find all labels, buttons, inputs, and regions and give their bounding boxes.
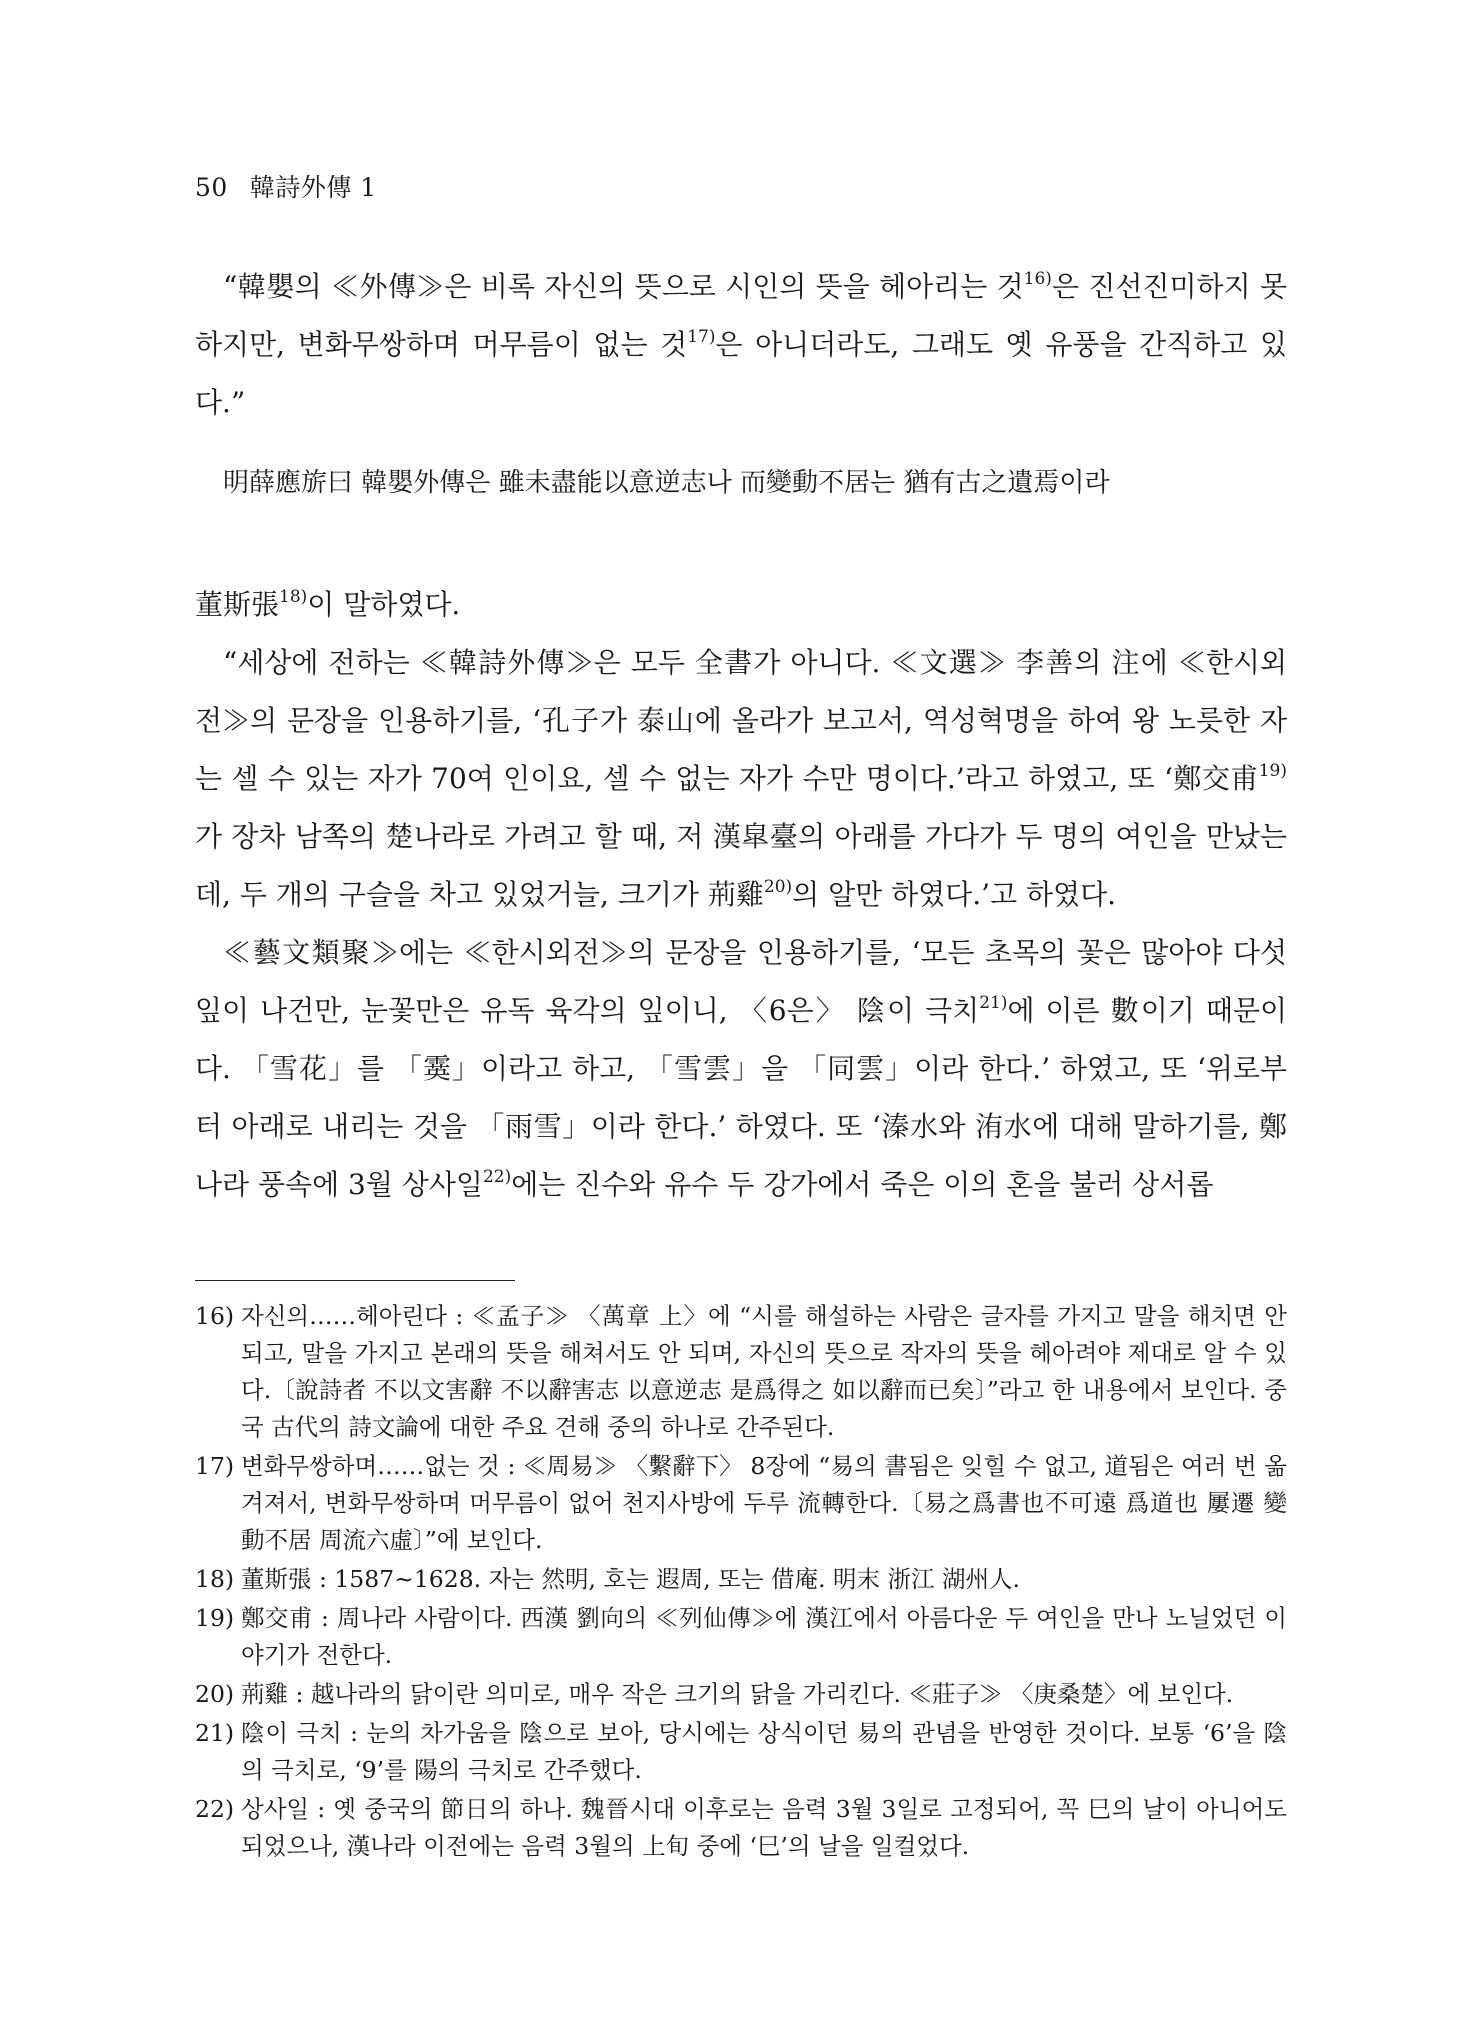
footnote-18 [195,1561,1287,1598]
footnote-text: 상사일 : 옛 중국의 節日의 하나. 魏晉시대 이후로는 음력 3월 3일로 고정되어, 꼭 巳의 날이 아니어도 되었으나, 漢나라 이전에는 음력 3월의 上旬 중에 ‘巳’의 날을 일컬었다. [241,1795,1287,1860]
footnote-ref-19[interactable]: 19) [1258,761,1287,781]
footnote-ref-17[interactable]: 17) [687,327,716,347]
footnote-number: 17) [195,1452,235,1480]
footnote-22 [195,1791,1287,1865]
footnotes [195,1298,1287,1867]
footnote-ref-16[interactable]: 16) [1023,269,1052,289]
footnote-text: 鄭交甫 : 周나라 사람이다. 西漢 劉向의 ≪列仙傳≫에 漢江에서 아름다운 두 여인을 만나 노닐었던 이야기가 전한다. [241,1604,1287,1669]
running-title: 韓詩外傳 1 [249,173,377,202]
footnote-ref-22[interactable]: 22) [482,1167,512,1187]
footnote-ref-18[interactable]: 18) [279,587,308,607]
footnote-divider [195,1280,515,1281]
footnote-number: 19) [195,1604,235,1632]
footnote-16 [195,1298,1287,1446]
classical-citation: 明薛應旂曰 韓嬰外傳은 雖未盡能以意逆志나 而變動不居는 猶有古之遺焉이라 [223,468,1110,498]
quote3-text-b: 에 이른 數이기 때문이다. 「雪花」를 「霙」이라고 하고, 「雪雲」을 「同雲」이라 한다.’ 하였고, 또 ‘위로부터 아래로 내리는 것을 「雨雪」이라 한다.’ 하였다. 또 ‘溱水와 洧水에 대해 말하기를, 鄭나라 풍속에 3월 상사일 [195,994,1287,1201]
quote-paragraph-2 [195,634,1287,924]
footnote-number: 18) [195,1565,235,1593]
footnote-text: 변화무쌍하며……없는 것 : ≪周易≫ 〈繫辭下〉 8장에 “易의 書됨은 잊힐 수 없고, 道됨은 여러 번 옮겨져서, 변화무쌍하며 머무름이 없어 천지사방에 두루 流轉한다.〔易之爲書也不可遠 爲道也 屢遷 變動不居 周流六虛〕”에 보인다. [241,1452,1287,1554]
quote1-text-b: 은 진선진미하지 못하지만, 변화무쌍하며 머무름이 없는 것 [195,270,1288,361]
quote3-text-c: 에는 진수와 유수 두 강가에서 죽은 이의 혼을 불러 상서롭 [511,1168,1214,1201]
footnote-text: 陰이 극치 : 눈의 차가움을 陰으로 보아, 당시에는 상식이던 易의 관념을 반영한 것이다. 보통 ‘6’을 陰의 극치로, ‘9’를 陽의 극치로 간주했다. [241,1719,1287,1784]
quote2-text-b: 가 장차 남쪽의 楚나라로 가려고 할 때, 저 漢皐臺의 아래를 가다가 두 명의 여인을 만났는데, 두 개의 구슬을 차고 있었거늘, 크기가 荊雞 [195,820,1287,911]
quote-paragraph-1 [195,258,1287,432]
footnote-19 [195,1600,1287,1674]
page-number: 50 [195,173,228,202]
footnote-17 [195,1448,1287,1559]
footnote-number: 16) [195,1302,235,1330]
footnote-21 [195,1715,1287,1789]
footnote-text: 荊雞 : 越나라의 닭이란 의미로, 매우 작은 크기의 닭을 가리킨다. ≪莊子≫ 〈庚桑楚〉에 보인다. [241,1680,1234,1708]
intro2-text-a: 董斯張 [195,588,280,621]
quote2-text-c: 의 알만 하였다.’고 하였다. [792,878,1117,911]
footnote-number: 21) [195,1719,235,1747]
quote2-text-a: “세상에 전하는 ≪韓詩外傳≫은 모두 全書가 아니다. ≪文選≫ 李善의 注에 ≪한시외전≫의 문장을 인용하기를, ‘孔子가 泰山에 올라가 보고서, 역성혁명을 하여 왕 노릇한 자는 셀 수 있는 자가 70여 인이요, 셀 수 없는 자가 수만 명이다.’라고 하였고, 또 ‘鄭交甫 [195,646,1287,795]
footnote-number: 20) [195,1680,235,1708]
quote3-text-a: ≪藝文類聚≫에는 ≪한시외전≫의 문장을 인용하기를, ‘모든 초목의 꽃은 많아야 다섯 잎이 나건만, 눈꽃만은 유독 육각의 잎이니, 〈6은〉 陰이 극치 [195,936,1287,1027]
quote1-text-c: 은 아니더라도, 그래도 옛 유풍을 간직하고 있다.” [195,328,1287,419]
footnote-ref-21[interactable]: 21) [979,993,1008,1013]
footnote-ref-20[interactable]: 20) [763,877,793,897]
footnote-20 [195,1676,1287,1713]
footnote-text: 董斯張 : 1587~1628. 자는 然明, 호는 遐周, 또는 借庵. 明末 浙江 湖州人. [241,1565,1020,1593]
page-header [195,168,377,204]
main-text [195,258,1287,1214]
quote-paragraph-3 [195,924,1287,1214]
footnote-text: 자신의……헤아린다 : ≪孟子≫ 〈萬章 上〉에 “시를 해설하는 사람은 글자를 가지고 말을 해치면 안 되고, 말을 가지고 본래의 뜻을 해쳐서도 안 되며, 자신의 뜻으로 작자의 뜻을 헤아려야 제대로 알 수 있다.〔說詩者 不以文害辭 不以辭害志 以意逆志 是爲得之 如以辭而已矣〕”라고 한 내용에서 보인다. 중국 古代의 詩文論에 대한 주요 견해 중의 하나로 간주된다. [241,1302,1287,1441]
intro-paragraph-2 [195,576,1287,634]
intro2-text-b: 이 말하였다. [307,588,461,621]
footnote-number: 22) [195,1795,235,1823]
quote1-text-a: “韓嬰의 ≪外傳≫은 비록 자신의 뜻으로 시인의 뜻을 헤아리는 것 [223,270,1024,303]
